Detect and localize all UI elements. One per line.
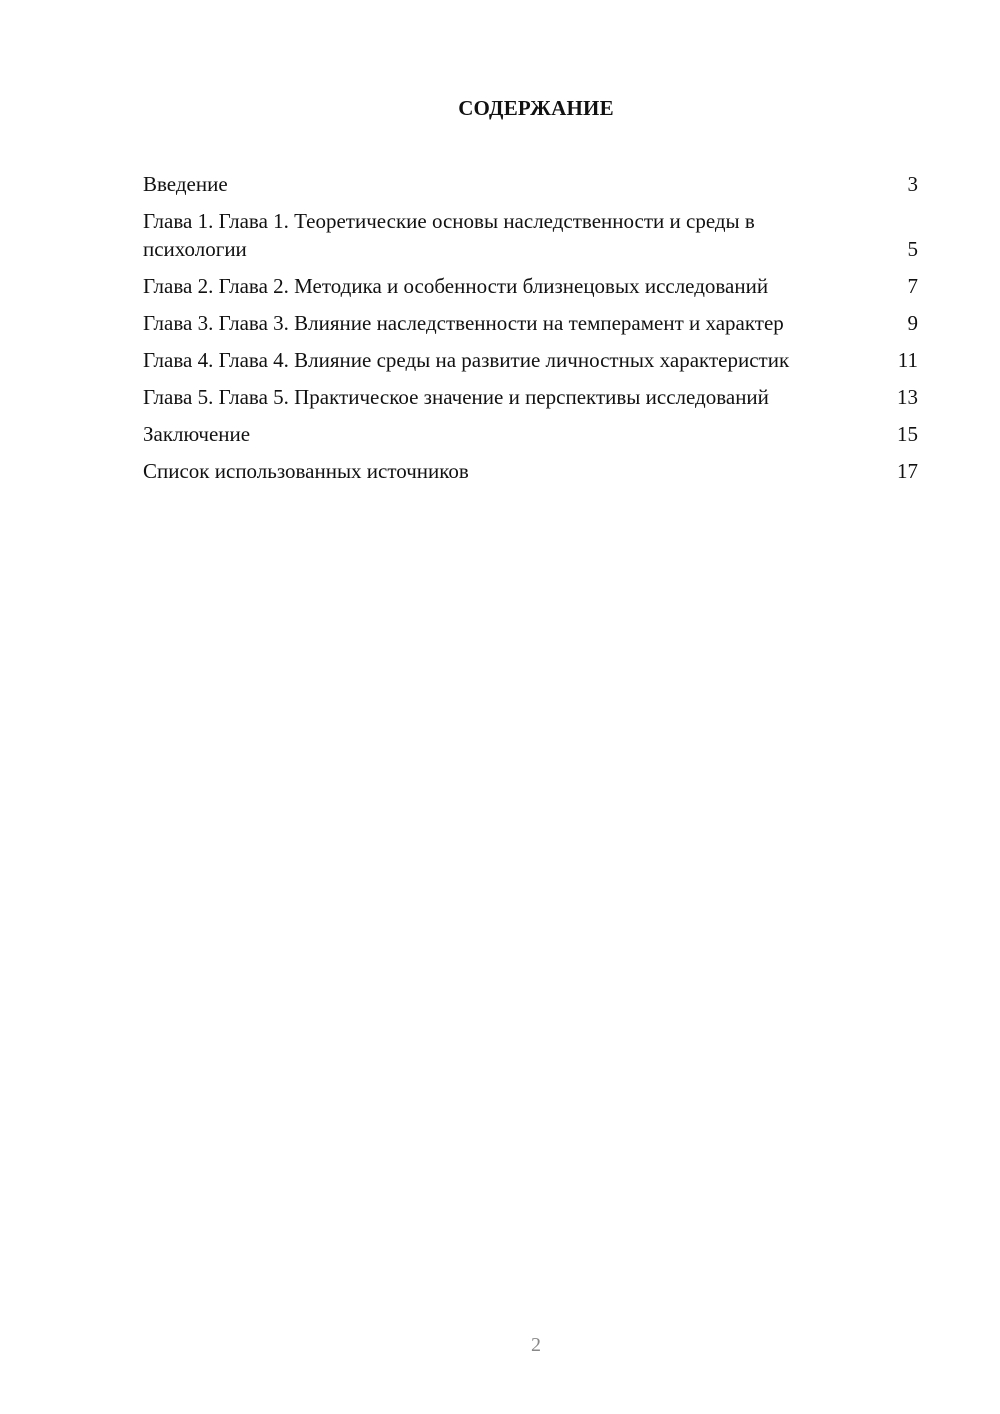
toc-entry-references[interactable]: [143, 457, 918, 485]
toc-list: [143, 170, 918, 494]
toc-entry-text: Глава 1. Глава 1. Теоретические основы наследственности и среды в психологии: [143, 209, 755, 261]
toc-entry-page: 11: [897, 348, 918, 372]
toc-entry-page: 17: [897, 459, 918, 483]
toc-entry-page: 7: [907, 274, 918, 298]
toc-entry-chapter-4[interactable]: [143, 346, 918, 374]
toc-entry-text: Глава 2. Глава 2. Методика и особенности близнецовых исследований: [143, 274, 769, 298]
toc-entry-text: Список использованных источников: [143, 459, 469, 483]
toc-entry-text: Глава 4. Глава 4. Влияние среды на развитие личностных характеристик: [143, 348, 790, 372]
toc-entry-chapter-2[interactable]: [143, 272, 918, 300]
page-number: 2: [531, 1334, 541, 1356]
toc-entry-page: 15: [897, 422, 918, 446]
toc-entry-text: Заключение: [143, 422, 251, 446]
toc-entry-text: Глава 3. Глава 3. Влияние наследственности на темперамент и характер: [143, 311, 784, 335]
toc-entry-page: 3: [907, 172, 918, 196]
toc-entry-introduction[interactable]: [143, 170, 918, 198]
toc-entry-page: 5: [907, 237, 918, 261]
toc-entry-page: 9: [907, 311, 918, 335]
toc-entry-text: Введение: [143, 172, 228, 196]
toc-entry-page: 13: [897, 385, 918, 409]
toc-entry-text: Глава 5. Глава 5. Практическое значение и перспективы исследований: [143, 385, 769, 409]
toc-entry-chapter-5[interactable]: [143, 383, 918, 411]
toc-entry-conclusion[interactable]: [143, 420, 918, 448]
toc-entry-chapter-3[interactable]: [143, 309, 918, 337]
toc-entry-chapter-1[interactable]: [143, 207, 918, 263]
toc-title: СОДЕРЖАНИЕ: [458, 96, 614, 120]
